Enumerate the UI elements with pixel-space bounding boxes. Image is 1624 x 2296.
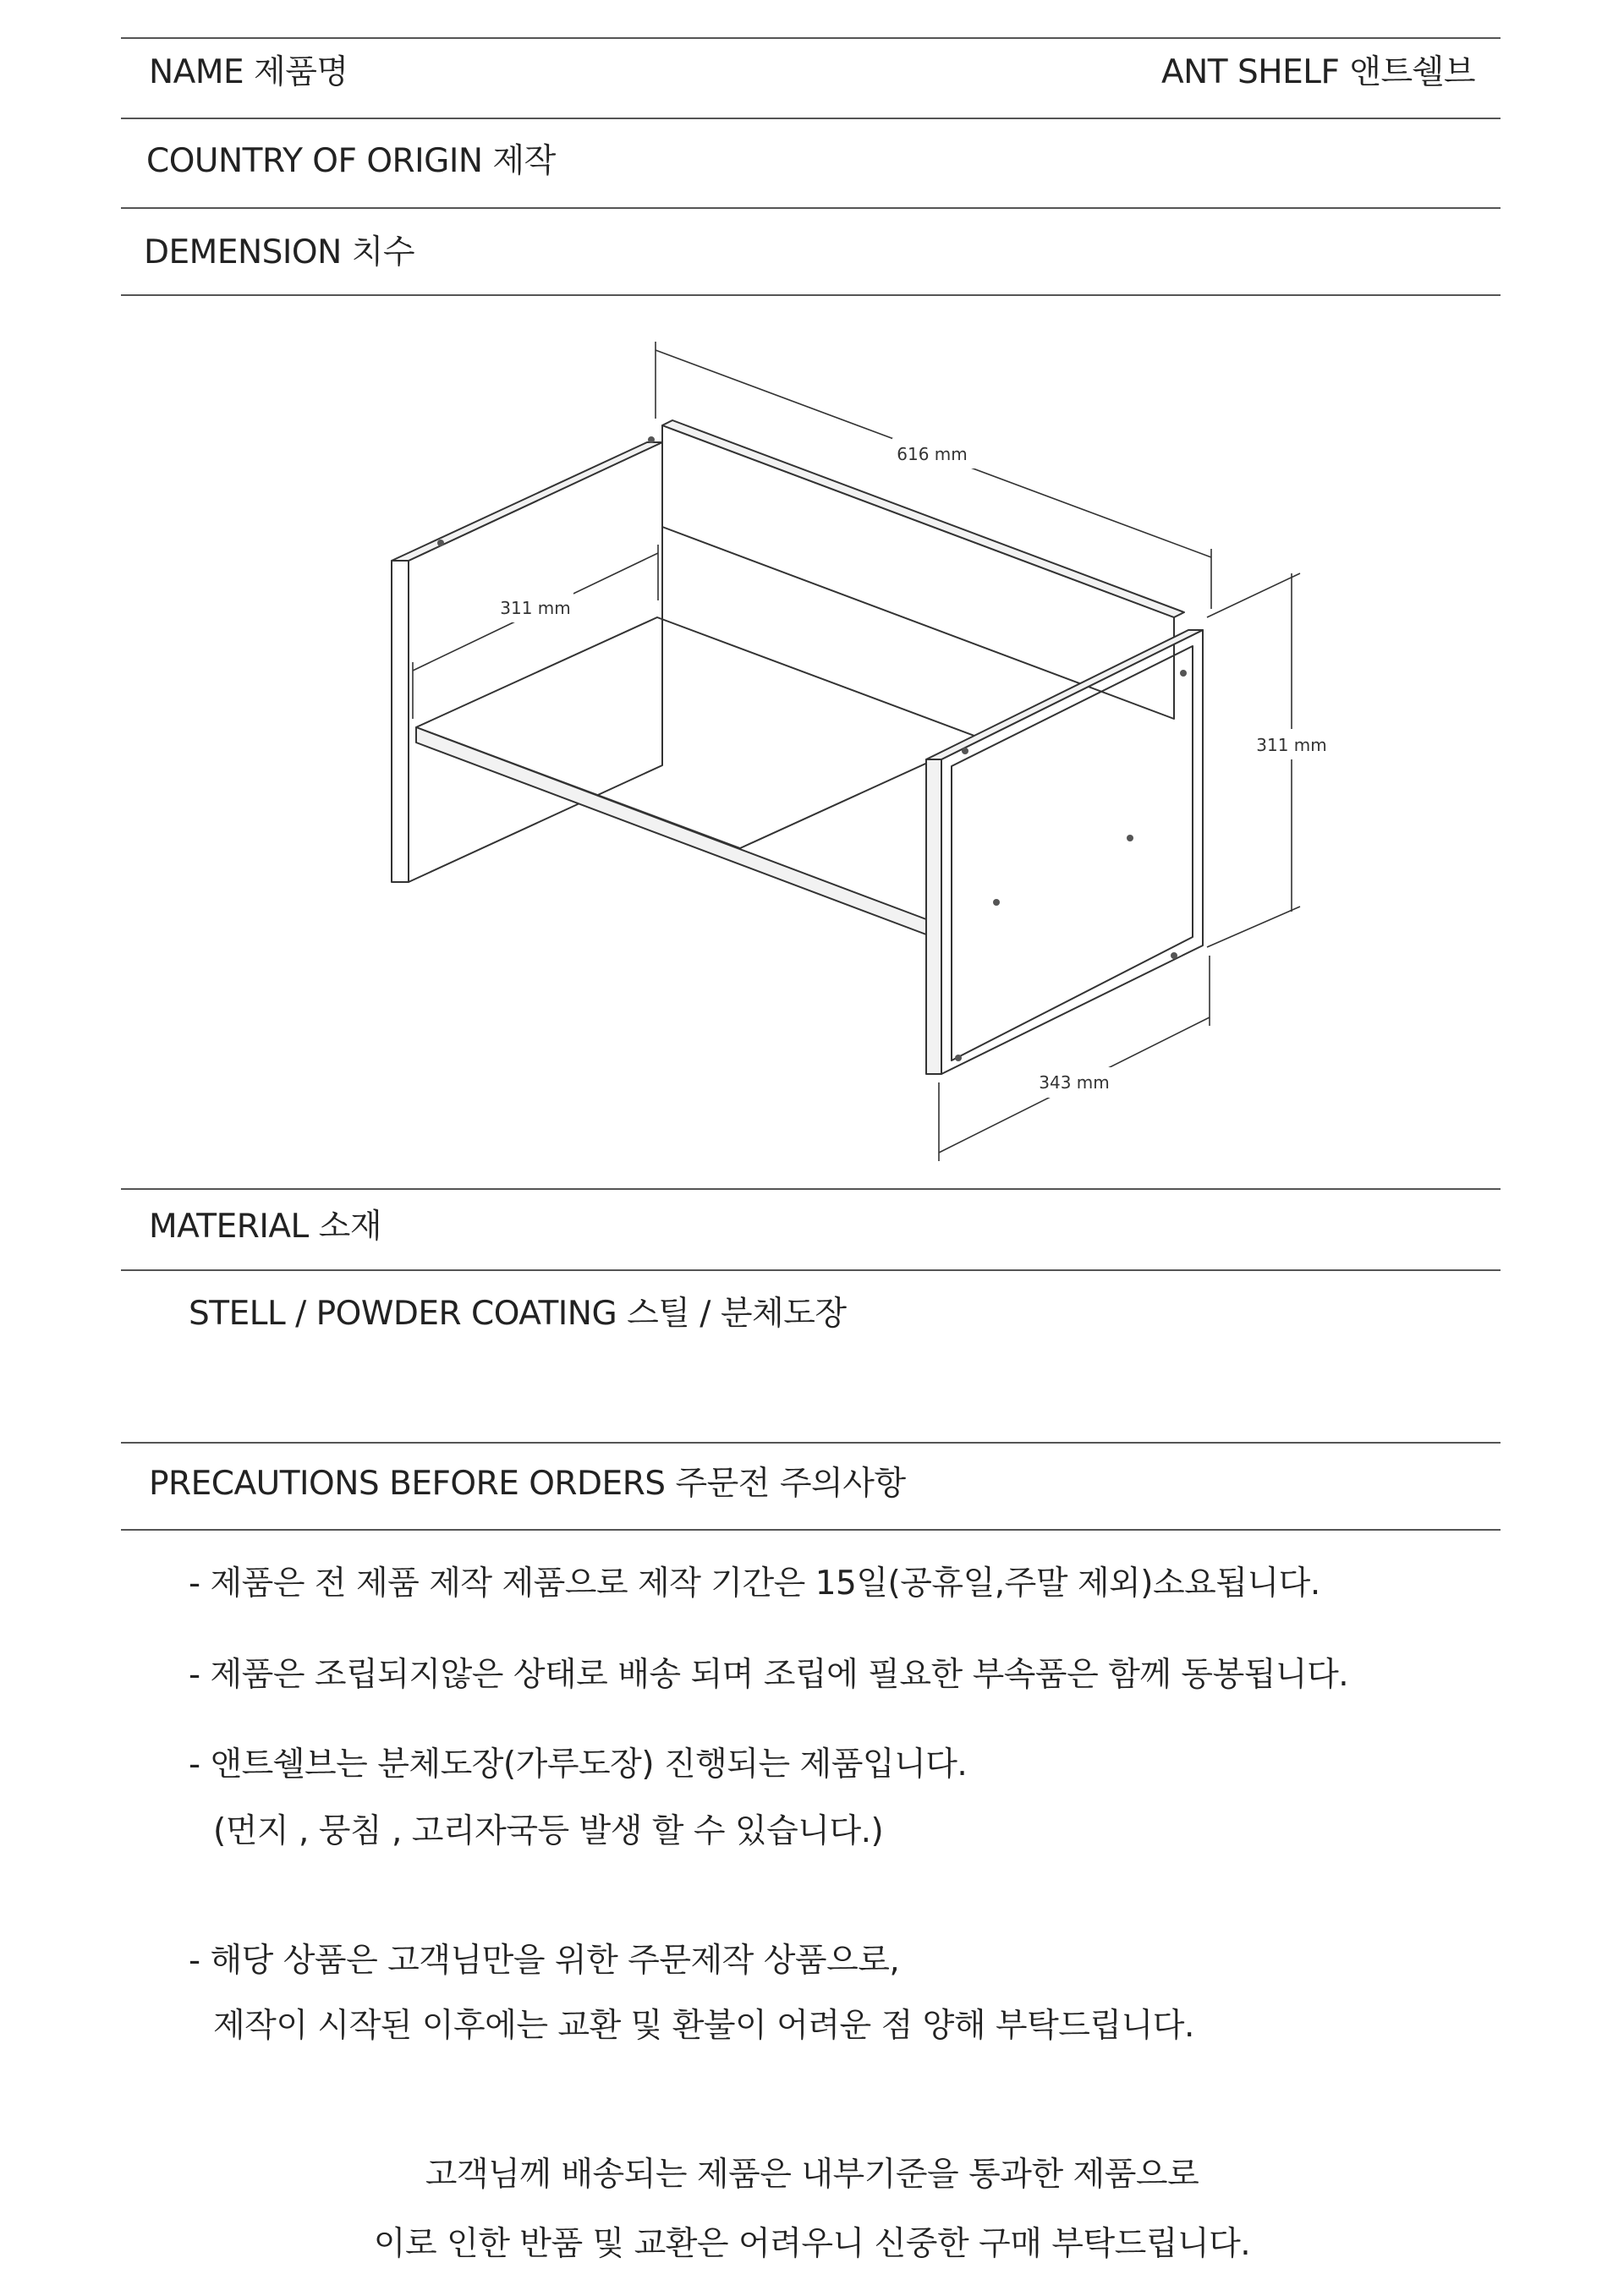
right-side-panel xyxy=(941,630,1203,1074)
dimension-depth-label: 311 mm xyxy=(500,598,571,618)
left-side-panel xyxy=(392,561,409,882)
shelf-board-front-edge xyxy=(416,727,926,934)
name-value: ANT SHELF 앤트쉘브 xyxy=(1160,53,1475,91)
precaution-item: - 제품은 조립되지않은 상태로 배송 되며 조립에 필요한 부속품은 함께 동봉됩니다. xyxy=(189,1656,1349,1694)
divider xyxy=(121,1188,1501,1190)
dimension-width-label: 616 mm xyxy=(897,444,968,464)
precaution-item: - 해당 상품은 고객님만을 위한 주문제작 상품으로, xyxy=(189,1942,900,1980)
notice-line: 이로 인한 반품 및 교환은 어려우니 신중한 구매 부탁드립니다. xyxy=(373,2225,1251,2263)
right-side-panel-edge xyxy=(926,759,941,1074)
dimension-height-label: 311 mm xyxy=(1256,735,1327,755)
screw-hole xyxy=(1127,835,1133,841)
shelf-dimension-drawing xyxy=(0,304,1624,1192)
divider xyxy=(121,1442,1501,1444)
divider xyxy=(121,118,1501,119)
precaution-item: - 제품은 전 제품 제작 제품으로 제작 기간은 15일(공휴일,주말 제외)소요됩니다. xyxy=(189,1564,1320,1603)
divider xyxy=(121,207,1501,209)
right-panel-inner-frame xyxy=(952,646,1193,1060)
origin-label: COUNTRY OF ORIGIN 제작 xyxy=(146,142,556,180)
screw-holes xyxy=(437,436,1187,1061)
divider xyxy=(121,1529,1501,1531)
precaution-item: - 앤트쉘브는 분체도장(가루도장) 진행되는 제품입니다. xyxy=(189,1745,968,1784)
screw-hole xyxy=(648,436,655,443)
notice-line: 고객님께 배송되는 제품은 내부기준을 통과한 제품으로 xyxy=(425,2156,1199,2194)
precaution-item-note: (먼지 , 뭉침 , 고리자국등 발생 할 수 있습니다.) xyxy=(213,1812,884,1850)
right-panel-top-edge xyxy=(926,630,1203,759)
dimension-label: DEMENSION 치수 xyxy=(144,233,415,271)
screw-hole xyxy=(955,1055,962,1061)
divider xyxy=(121,37,1501,39)
screw-hole xyxy=(437,540,444,546)
screw-hole xyxy=(1180,670,1187,677)
divider xyxy=(121,1269,1501,1271)
name-label: NAME 제품명 xyxy=(149,53,348,91)
screw-hole xyxy=(962,748,968,754)
left-panel-top-edge xyxy=(392,442,662,561)
divider xyxy=(121,294,1501,296)
screw-hole xyxy=(993,899,1000,906)
material-label: MATERIAL 소재 xyxy=(149,1208,382,1246)
dimension-side-depth-label: 343 mm xyxy=(1039,1072,1110,1093)
screw-hole xyxy=(1171,952,1177,959)
precaution-item-note: 제작이 시작된 이후에는 교환 및 환불이 어려운 점 양해 부탁드립니다. xyxy=(213,2007,1194,2045)
shelf-board xyxy=(416,617,981,848)
precautions-label: PRECAUTIONS BEFORE ORDERS 주문전 주의사항 xyxy=(149,1465,906,1503)
material-value: STELL / POWDER COATING 스틸 / 분체도장 xyxy=(189,1295,847,1333)
